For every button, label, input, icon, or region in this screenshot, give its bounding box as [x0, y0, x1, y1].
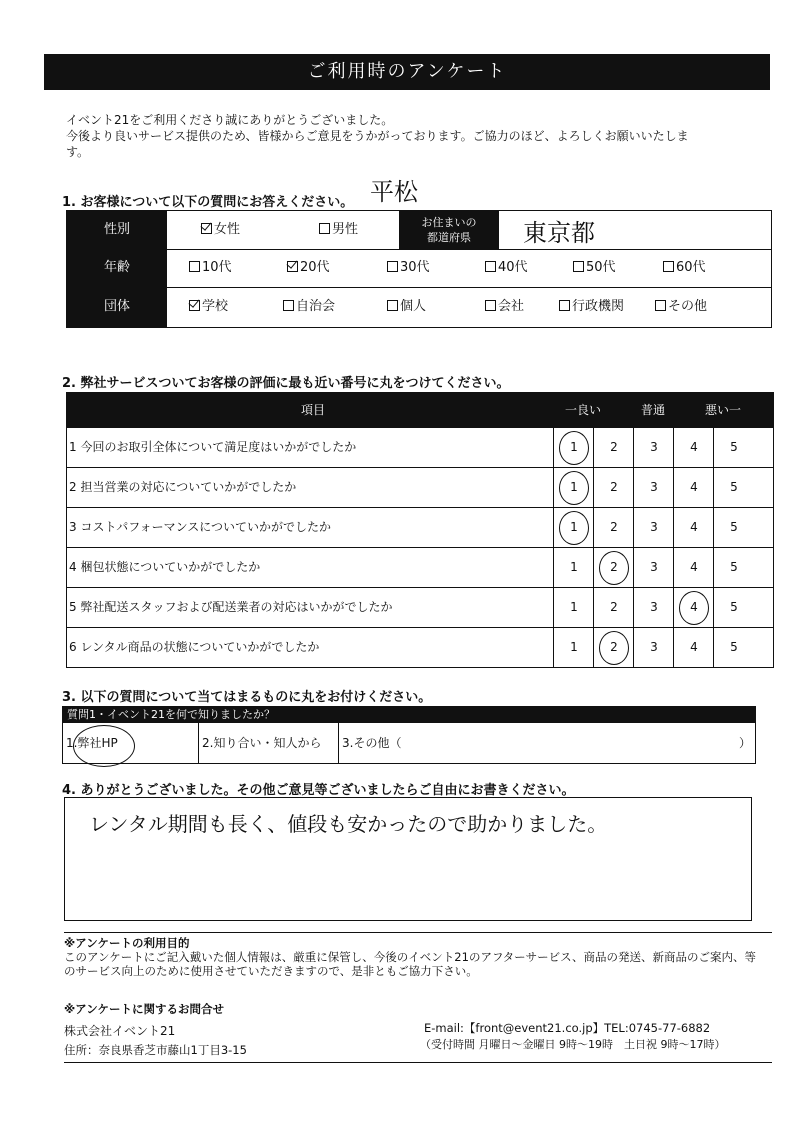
- selected-circle: [559, 511, 589, 545]
- rating-option-4[interactable]: 4: [673, 588, 714, 627]
- age-option-30[interactable]: 30代: [387, 249, 430, 287]
- selected-circle: [679, 591, 709, 625]
- intro-text: [66, 112, 772, 160]
- checkbox-checked-icon[interactable]: [189, 300, 200, 311]
- rating-table-header: [67, 393, 773, 427]
- age-row: [67, 249, 771, 288]
- source-option-other[interactable]: 3.その他（ ）: [342, 736, 751, 750]
- selected-circle: [599, 631, 629, 665]
- checkbox-icon[interactable]: [485, 300, 496, 311]
- rating-row: [67, 627, 773, 667]
- rating-option-4[interactable]: 4: [673, 508, 714, 547]
- source-question: 質問1・イベント21を何で知りましたか？: [63, 707, 755, 723]
- rating-option-2[interactable]: 2: [593, 588, 634, 627]
- header-bad: 悪い一: [705, 403, 742, 417]
- purpose-text: このアンケートにご記入戴いた個人情報は、厳重に保管し、今後のイベント21のアフターサービス、商品の発送、新商品のご案内、等のサービス向上のために使用させていただきますので、是非ともご協力下さい。: [64, 950, 756, 978]
- rating-option-1[interactable]: 1: [553, 548, 594, 587]
- rating-option-3[interactable]: 3: [633, 628, 674, 667]
- rating-option-1[interactable]: 1: [553, 588, 594, 627]
- age-option-10[interactable]: 10代: [189, 249, 232, 287]
- company-address: 住所：奈良県香芝市藤山1丁目3-15: [64, 1043, 247, 1057]
- contact-hours: （受付時間 月曜日～金曜日 9時～19時 土日祝 9時～17時）: [420, 1038, 726, 1051]
- question-text: 1 今回のお取引全体について満足度はいかがでしたか: [69, 440, 357, 454]
- section4-heading: 4. ありがとうございました。その他ご意見等ございましたらご自由にお書きください。: [62, 783, 575, 798]
- address-value[interactable]: 東京都: [523, 219, 595, 247]
- age-option-50[interactable]: 50代: [573, 249, 616, 287]
- checkbox-icon[interactable]: [655, 300, 666, 311]
- header-normal: 普通: [641, 403, 666, 417]
- rating-option-1[interactable]: 1: [553, 628, 594, 667]
- rating-option-3[interactable]: 3: [633, 548, 674, 587]
- gender-option-female[interactable]: 女性: [201, 211, 240, 249]
- group-option-school[interactable]: 学校: [189, 287, 228, 327]
- group-option-company[interactable]: 会社: [485, 287, 524, 327]
- rating-option-4[interactable]: 4: [673, 428, 714, 467]
- section1-heading: 1. お客様について以下の質問にお答えください。: [62, 195, 354, 210]
- purpose-title: ※アンケートの利用目的: [64, 936, 190, 950]
- question-text: 5 弊社配送スタッフおよび配送業者の対応はいかがでしたか: [69, 600, 393, 614]
- header-good: 一良い: [565, 403, 602, 417]
- rating-option-1[interactable]: 1: [553, 468, 594, 507]
- checkbox-icon[interactable]: [189, 261, 200, 272]
- rating-option-5[interactable]: 5: [713, 588, 754, 627]
- rating-row: [67, 467, 773, 507]
- rating-option-2[interactable]: 2: [593, 428, 634, 467]
- age-label: 年齢: [67, 249, 167, 287]
- header-item: 項目: [301, 403, 326, 417]
- checkbox-checked-icon[interactable]: [201, 223, 212, 234]
- contact-email-tel[interactable]: E-mail:【front@event21.co.jp】TEL:0745-77-6882: [424, 1021, 711, 1035]
- rating-option-3[interactable]: 3: [633, 588, 674, 627]
- rating-option-5[interactable]: 5: [713, 548, 754, 587]
- contact-title: ※アンケートに関するお問合せ: [64, 1002, 224, 1016]
- rating-option-3[interactable]: 3: [633, 428, 674, 467]
- rating-row: [67, 507, 773, 547]
- checkbox-icon[interactable]: [573, 261, 584, 272]
- group-option-association[interactable]: 自治会: [283, 287, 335, 327]
- group-option-individual[interactable]: 個人: [387, 287, 426, 327]
- checkbox-icon[interactable]: [283, 300, 294, 311]
- age-option-40[interactable]: 40代: [485, 249, 528, 287]
- rating-row: [67, 547, 773, 587]
- rating-option-5[interactable]: 5: [713, 628, 754, 667]
- rating-option-2[interactable]: 2: [593, 468, 634, 507]
- intro-line: す。: [66, 145, 90, 159]
- intro-line: 今後より良いサービス提供のため、皆様からご意見をうかがっております。ご協力のほど、よろしくお願いいたしま: [66, 129, 689, 143]
- rating-option-4[interactable]: 4: [673, 548, 714, 587]
- rating-option-5[interactable]: 5: [713, 428, 754, 467]
- rating-option-5[interactable]: 5: [713, 508, 754, 547]
- gender-row: [67, 211, 771, 250]
- rating-option-5[interactable]: 5: [713, 468, 754, 507]
- group-option-other[interactable]: その他: [655, 287, 707, 327]
- question-text: 6 レンタル商品の状態についていかがでしたか: [69, 640, 320, 654]
- rating-option-1[interactable]: 1: [553, 508, 594, 547]
- footer-divider: [64, 932, 772, 933]
- checkbox-icon[interactable]: [319, 223, 330, 234]
- company-name: 株式会社イベント21: [64, 1024, 176, 1038]
- age-option-60[interactable]: 60代: [663, 249, 706, 287]
- rating-option-3[interactable]: 3: [633, 508, 674, 547]
- checkbox-icon[interactable]: [387, 261, 398, 272]
- footer-bottom-line: [64, 1062, 772, 1063]
- customer-info-table: [66, 210, 772, 328]
- handwritten-name: 平松: [370, 178, 418, 206]
- address-label: お住まいの 都道府県: [399, 211, 499, 249]
- gender-option-male[interactable]: 男性: [319, 211, 358, 249]
- selected-circle: [599, 551, 629, 585]
- group-row: [67, 287, 771, 327]
- checkbox-icon[interactable]: [485, 261, 496, 272]
- selected-circle: [559, 471, 589, 505]
- age-option-20[interactable]: 20代: [287, 249, 330, 287]
- footer: [64, 936, 772, 1016]
- section3-heading: 3. 以下の質問について当てはまるものに丸をお付けください。: [62, 690, 432, 705]
- checkbox-icon[interactable]: [559, 300, 570, 311]
- section2-heading: 2. 弊社サービスついてお客様の評価に最も近い番号に丸をつけてください。: [62, 376, 510, 391]
- checkbox-icon[interactable]: [387, 300, 398, 311]
- rating-option-4[interactable]: 4: [673, 468, 714, 507]
- rating-option-4[interactable]: 4: [673, 628, 714, 667]
- source-option-friend[interactable]: 2.知り合い・知人から: [199, 723, 339, 763]
- rating-row: [67, 427, 773, 467]
- rating-option-1[interactable]: 1: [553, 428, 594, 467]
- group-label: 団体: [67, 287, 167, 327]
- source-table: [62, 706, 756, 764]
- checkbox-checked-icon[interactable]: [287, 261, 298, 272]
- gender-label: 性別: [67, 211, 167, 249]
- selected-circle: [73, 725, 135, 767]
- rating-option-2[interactable]: 2: [593, 548, 634, 587]
- checkbox-icon[interactable]: [663, 261, 674, 272]
- rating-option-2[interactable]: 2: [593, 628, 634, 667]
- rating-table: [66, 392, 774, 668]
- comment-text: レンタル期間も長く、値段も安かったので助かりました。: [89, 812, 608, 836]
- intro-line: イベント21をご利用くださり誠にありがとうございました。: [66, 113, 394, 127]
- rating-row: [67, 587, 773, 627]
- comment-box[interactable]: [64, 797, 752, 921]
- selected-circle: [559, 431, 589, 465]
- question-text: 3 コストパフォーマンスについていかがでしたか: [69, 520, 332, 534]
- group-option-government[interactable]: 行政機関: [559, 287, 624, 327]
- page-title: ご利用時のアンケート: [44, 54, 770, 90]
- rating-option-2[interactable]: 2: [593, 508, 634, 547]
- rating-option-3[interactable]: 3: [633, 468, 674, 507]
- question-text: 4 梱包状態についていかがでしたか: [69, 560, 261, 574]
- source-option-hp[interactable]: 1.弊社HP: [63, 723, 199, 763]
- question-text: 2 担当営業の対応についていかがでしたか: [69, 480, 297, 494]
